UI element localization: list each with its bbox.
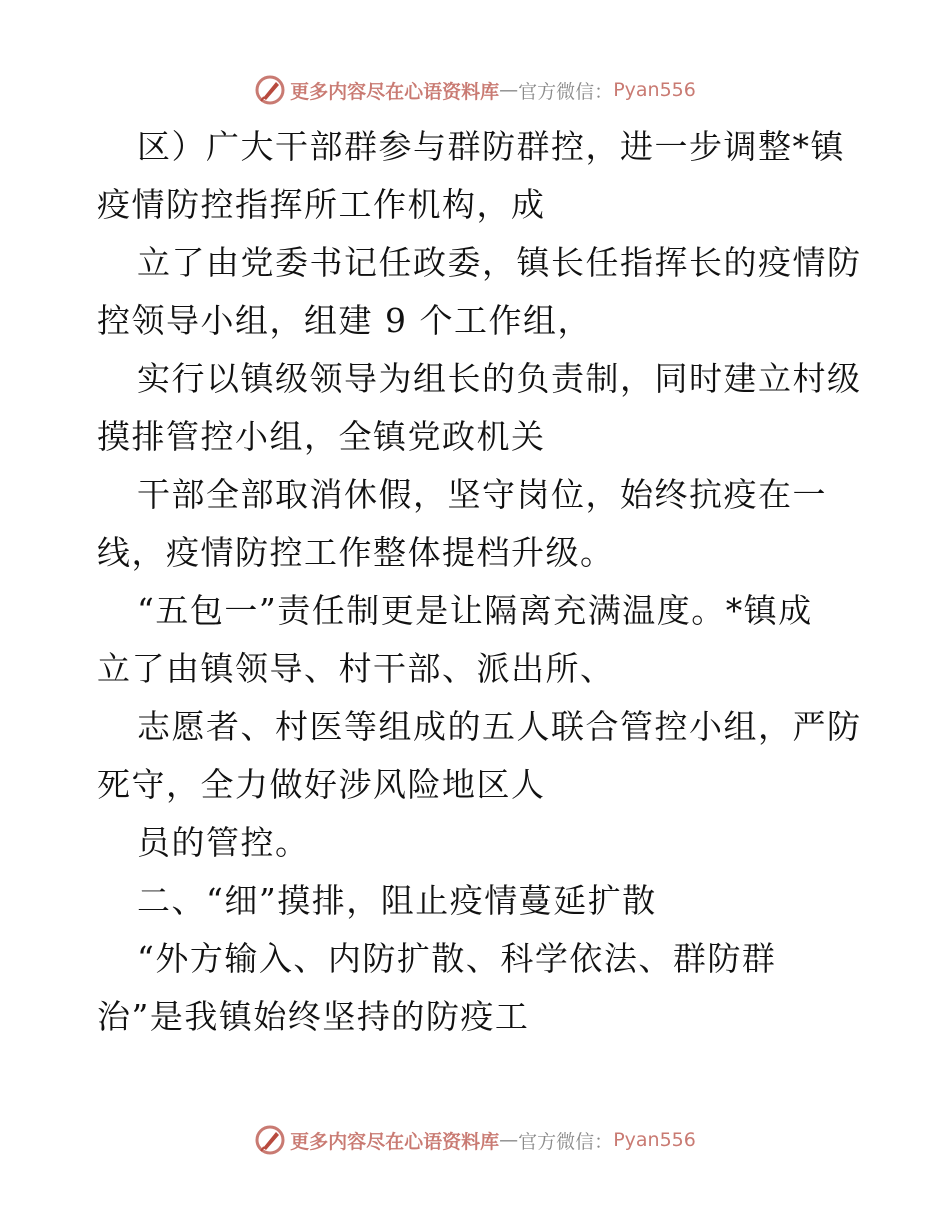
footer-main-text: 更多内容尽在心语资料库	[290, 1130, 500, 1153]
footer-separator: —	[499, 1129, 519, 1151]
footer-wechat-id: Pyan556	[613, 1129, 696, 1151]
header-wechat-id: Pyan556	[613, 79, 696, 101]
paragraph-line: 线，疫情防控工作整体提档升级。	[97, 533, 615, 572]
paragraph	[0, 930, 950, 1046]
section-heading-text: 二、“细”摸排，阻止疫情蔓延扩散	[137, 881, 657, 920]
header-main-text: 更多内容尽在心语资料库	[290, 80, 500, 103]
paragraph-line: 区）广大干部群参与群防群控，进一步调整*镇	[137, 127, 845, 166]
paragraph	[0, 466, 950, 582]
paragraph-line: 立了由党委书记任政委，镇长任指挥长的疫情防	[137, 243, 862, 282]
footer-wechat-label: 官方微信：	[518, 1130, 614, 1153]
paragraph-line: “外方输入、内防扩散、科学依法、群防群	[137, 939, 777, 978]
paragraph	[0, 582, 950, 698]
header-wechat-label: 官方微信：	[518, 80, 614, 103]
quill-logo-icon	[254, 74, 286, 106]
paragraph	[0, 350, 950, 466]
paragraph-line: 干部全部取消休假，坚守岗位，始终抗疫在一	[137, 475, 827, 514]
paragraph-line: 立了由镇领导、村干部、派出所、	[97, 649, 615, 688]
paragraph	[0, 118, 950, 234]
paragraph-line: 实行以镇级领导为组长的负责制，同时建立村级	[137, 359, 862, 398]
paragraph-line: 摸排管控小组，全镇党政机关	[97, 417, 546, 456]
paragraph-line: 死守，全力做好涉风险地区人	[97, 765, 546, 804]
header-watermark	[0, 70, 950, 110]
section-heading	[0, 872, 950, 930]
footer-watermark	[0, 1120, 950, 1160]
header-separator: —	[499, 79, 519, 101]
paragraph-line: “五包一”责任制更是让隔离充满温度。*镇成	[137, 591, 813, 630]
paragraph	[0, 234, 950, 350]
paragraph-line: 员的管控。	[137, 823, 310, 862]
document-body	[0, 118, 950, 1046]
paragraph-line: 疫情防控指挥所工作机构，成	[97, 185, 546, 224]
paragraph-line: 治”是我镇始终坚持的防疫工	[97, 997, 530, 1036]
paragraph-line: 志愿者、村医等组成的五人联合管控小组，严防	[137, 707, 862, 746]
paragraph	[0, 698, 950, 814]
quill-logo-icon	[254, 1124, 286, 1156]
paragraph-line: 控领导小组，组建 9 个工作组，	[97, 301, 592, 340]
paragraph	[0, 814, 950, 872]
